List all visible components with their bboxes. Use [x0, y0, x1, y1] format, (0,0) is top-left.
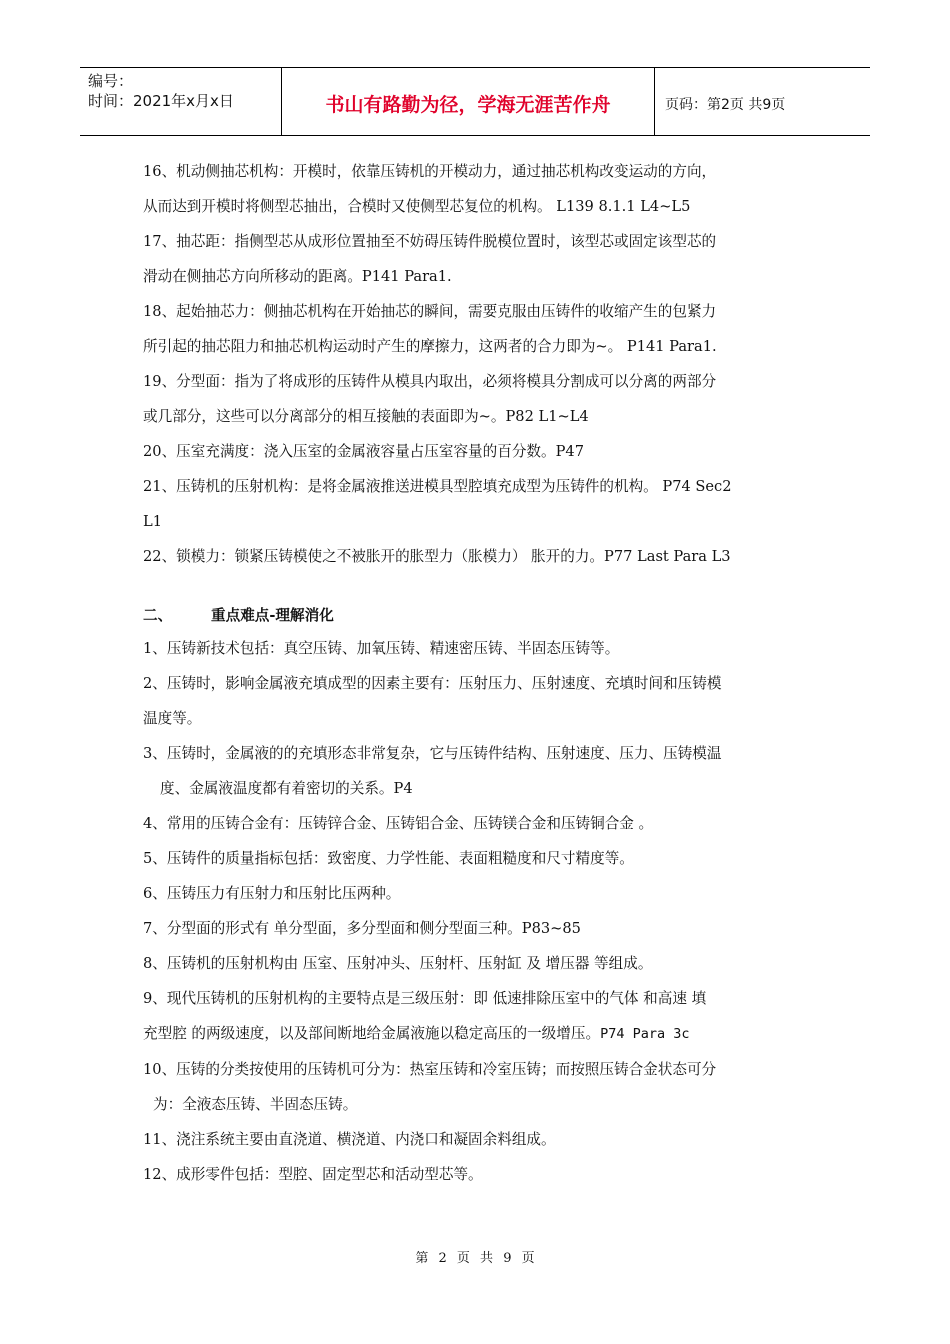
- key-point-line: 温度等。: [143, 710, 202, 727]
- key-point-line: 3、压铸时，金属液的的充填形态非常复杂，它与压铸件结构、压射速度、压力、压铸模温: [143, 745, 722, 762]
- definition-item: [143, 294, 811, 364]
- page-info: 页码：第2页 共9页: [665, 96, 786, 113]
- header-meta-cell: [80, 68, 282, 135]
- key-point-line: 5、压铸件的质量指标包括：致密度、力学性能、表面粗糙度和尺寸精度等。: [143, 850, 634, 867]
- document-body: [143, 154, 811, 1192]
- time-label: 时间：2021年x月x日: [88, 92, 234, 110]
- key-point-line: 为：全液态压铸、半固态压铸。: [153, 1096, 358, 1113]
- page-footer: [0, 1247, 950, 1266]
- definition-item: [143, 364, 811, 434]
- definition-line: 滑动在侧抽芯方向所移动的距离。P141 Para1.: [143, 268, 452, 285]
- key-point-line: 2、压铸时，影响金属液充填成型的因素主要有：压射压力、压射速度、充填时间和压铸模: [143, 675, 722, 692]
- section-heading: [143, 601, 811, 631]
- section-title: 重点难点-理解消化: [211, 607, 334, 624]
- definition-item: [143, 154, 811, 224]
- key-point-line: 7、分型面的形式有 单分型面，多分型面和侧分型面三种。P83~85: [143, 920, 581, 937]
- page-reference: P74 Para 3c: [600, 1026, 690, 1042]
- definition-line: 或几部分，这些可以分离部分的相互接触的表面即为~。P82 L1~L4: [143, 408, 589, 425]
- key-point-line: 12、成形零件包括：型腔、固定型芯和活动型芯等。: [143, 1166, 483, 1183]
- footer-page-number: 第 2 页 共 9 页: [415, 1251, 535, 1266]
- key-point-line: [143, 1016, 811, 1052]
- definition-line: 从而达到开模时将侧型芯抽出，合模时又使侧型芯复位的机构。 L139 8.1.1 L4~L5: [143, 198, 691, 215]
- motto-text: 书山有路勤为径，学海无涯苦作舟: [325, 94, 611, 116]
- definition-item: [143, 539, 811, 574]
- section-number: 二、: [143, 607, 173, 624]
- key-point-line: 度、金属液温度都有着密切的关系。P4: [160, 780, 413, 797]
- key-point-line: 6、压铸压力有压射力和压射比压两种。: [143, 885, 401, 902]
- key-point-line: 4、常用的压铸合金有：压铸锌合金、压铸铝合金、压铸镁合金和压铸铜合金 。: [143, 815, 654, 832]
- definition-line: 19、分型面：指为了将成形的压铸件从模具内取出，必须将模具分割成可以分离的两部分: [143, 373, 717, 390]
- definition-line: 22、锁模力：锁紧压铸模使之不被胀开的胀型力（胀模力） 胀开的力。P77 Last Para L3: [143, 548, 731, 565]
- key-point-line: 9、现代压铸机的压射机构的主要特点是三级压射：即 低速排除压室中的气体 和高速 填: [143, 990, 707, 1007]
- page-header: [80, 67, 870, 136]
- key-point-line: 10、压铸的分类按使用的压铸机可分为：热室压铸和冷室压铸；而按照压铸合金状态可分: [143, 1061, 717, 1078]
- key-point-line: 1、压铸新技术包括：真空压铸、加氧压铸、精速密压铸、半固态压铸等。: [143, 640, 620, 657]
- definition-item: [143, 434, 811, 469]
- definition-line: 所引起的抽芯阻力和抽芯机构运动时产生的摩擦力，这两者的合力即为~。 P141 Para1.: [143, 338, 717, 355]
- definition-line: 21、压铸机的压射机构：是将金属液推送进模具型腔填充成型为压铸件的机构。 P74 Sec2: [143, 478, 732, 495]
- definition-line: 18、起始抽芯力：侧抽芯机构在开始抽芯的瞬间，需要克服由压铸件的收缩产生的包紧力: [143, 303, 717, 320]
- definition-line: L1: [143, 513, 162, 530]
- header-motto-cell: [282, 68, 655, 135]
- code-label: 编号：: [88, 72, 134, 90]
- header-page-cell: [655, 68, 870, 135]
- key-point-text: 充型腔 的两级速度，以及部间断地给金属液施以稳定高压的一级增压。: [143, 1025, 601, 1042]
- key-point-line: 11、浇注系统主要由直浇道、横浇道、内浇口和凝固余料组成。: [143, 1131, 556, 1148]
- definition-item: [143, 224, 811, 294]
- definition-line: 17、抽芯距：指侧型芯从成形位置抽至不妨碍压铸件脱模位置时，该型芯或固定该型芯的: [143, 233, 717, 250]
- definition-line: 20、压室充满度：浇入压室的金属液容量占压室容量的百分数。P47: [143, 443, 584, 460]
- key-point-line: 8、压铸机的压射机构由 压室、压射冲头、压射杆、压射缸 及 增压器 等组成。: [143, 955, 653, 972]
- definition-line: 16、机动侧抽芯机构：开模时，依靠压铸机的开模动力，通过抽芯机构改变运动的方向，: [143, 163, 717, 180]
- definition-item: [143, 469, 811, 539]
